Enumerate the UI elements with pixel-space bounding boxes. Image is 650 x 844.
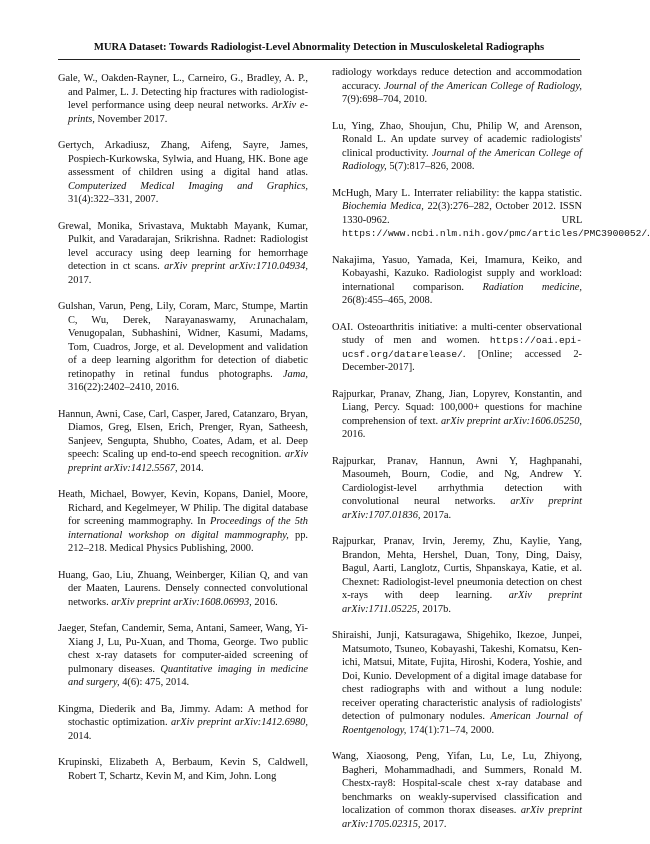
reference-entry: [58, 220, 308, 288]
reference-details: 31(4):322–331, 2007.: [68, 194, 159, 205]
reference-venue: Quantitative imaging in medicine and surgery,: [68, 663, 308, 688]
reference-venue: arXiv preprint arXiv:1412.5567,: [68, 449, 308, 474]
reference-venue: Jama,: [282, 368, 308, 380]
running-header: MURA Dataset: Towards Radiologist-Level Abnormality Detection in Musculoskeletal Radiographs: [93, 42, 545, 53]
reference-venue: Journal of the American College of Radiology,: [342, 147, 582, 172]
reference-title: The digital database for screening mammography. In: [68, 502, 308, 527]
reference-details: 22(3):276–282, October 2012. ISSN 1330-0962. URL: [342, 201, 582, 226]
reference-details: 2017.: [423, 818, 447, 830]
reference-venue: ArXiv e-prints,: [68, 100, 308, 125]
reference-entry: [58, 72, 308, 126]
reference-tail: . [Online; accessed 2-December-2017].: [342, 348, 582, 373]
reference-title: An update survey of academic radiologists' clinical productivity.: [342, 134, 582, 159]
references-left-column: [58, 72, 308, 796]
reference-venue: arXiv preprint arXiv:1606.05250,: [440, 415, 583, 427]
reference-details: 26(8):455–465, 2008.: [342, 295, 433, 306]
references-right-column: [332, 66, 650, 844]
reference-authors: Hannun, Awni, Case, Carl, Casper, Jared, Catanzaro, Bryan, Diamos, Greg, Elsen, Erich, Prenger, Ryan, Satheesh, Sanjeev, Sengupta, Shubho, Coates, Adam, et al.: [58, 408, 308, 447]
reference-details: 7(9):698–704, 2010.: [342, 94, 428, 105]
reference-entry: [58, 703, 308, 744]
reference-venue: arXiv preprint arXiv:1710.04934,: [164, 261, 308, 272]
reference-details: 174(1):71–74, 2000.: [408, 724, 495, 736]
reference-details: 4(6): 475, 2014.: [122, 677, 190, 688]
reference-venue: American Journal of Roentgenology,: [342, 711, 582, 736]
reference-authors: Rajpurkar, Pranav, Irvin, Jeremy, Zhu, Kaylie, Yang, Brandon, Mehta, Hershel, Duan, Tony, Ding, Daisy, Bagul, Aarti, Langlotz, Curtis, Shpanskaya, Katie, et al.: [332, 536, 582, 574]
reference-title: Development of a digital image database for chest radiographs with and without a lung nodule: receiver operating characteristic analysis of radiologists' detection of pulmonary nodules.: [342, 670, 582, 722]
reference-entry: [332, 321, 582, 375]
reference-title: Chexnet: Radiologist-level pneumonia detection on chest x-rays with deep learning.: [342, 576, 582, 601]
reference-title: Long: [254, 770, 277, 782]
reference-details: 5(7):817–826, 2008.: [389, 161, 475, 172]
reference-venue: arXiv preprint arXiv:1711.05225,: [342, 590, 582, 615]
reference-title: Radnet: Radiologist level accuracy using deep learning for hemorrhage detection in ct scans.: [68, 234, 308, 272]
reference-entry: [58, 408, 308, 476]
header-rule: [58, 59, 580, 60]
reference-details: 2017a.: [423, 509, 452, 521]
reference-entry: [332, 535, 582, 616]
reference-venue: arXiv preprint arXiv:1412.6980,: [171, 717, 308, 728]
reference-authors: Kingma, Diederik and Ba, Jimmy.: [58, 703, 211, 715]
reference-authors: Nakajima, Yasuo, Yamada, Kei, Imamura, Keiko, and Kobayashi, Kazuko.: [332, 254, 582, 279]
reference-title: Detecting hip fractures with radiologist-level performance using deep neural networks.: [68, 86, 309, 111]
reference-entry: [58, 139, 308, 207]
reference-url[interactable]: https://oai.epi-ucsf.org/datarelease/: [342, 335, 582, 360]
reference-entry: [332, 455, 582, 523]
reference-entry: [332, 187, 650, 241]
reference-authors: Rajpurkar, Pranav, Zhang, Jian, Lopyrev, Konstantin, and Liang, Percy.: [332, 388, 582, 413]
reference-entry: [332, 66, 582, 107]
reference-title: radiology workdays reduce detection and accommodation accuracy.: [332, 67, 582, 92]
reference-details: 2016.: [342, 429, 366, 440]
reference-entry: [332, 388, 582, 442]
reference-entry: [332, 750, 582, 831]
reference-title: Densely connected convolutional networks.: [68, 583, 309, 608]
reference-entry: [58, 569, 308, 610]
reference-title: Osteoarthritis initiative: a multi-center observational study of men and women.: [342, 321, 582, 346]
reference-details: 316(22):2402–2410, 2016.: [68, 382, 180, 393]
reference-details: 2017.: [68, 274, 92, 286]
reference-authors: Jaeger, Stefan, Candemir, Sema, Antani, Sameer, Wang, Yi-Xiang J, Lu, Pu-Xuan, and Thoma, George.: [58, 623, 308, 648]
reference-title: Interrater reliability: the kappa statistic.: [413, 187, 582, 199]
reference-authors: Heath, Michael, Bowyer, Kevin, Kopans, Daniel, Moore, Richard, and Kegelmeyer, W Philip.: [58, 489, 308, 514]
reference-entry: [332, 254, 582, 308]
reference-title: Radiologist supply and workload: international comparison.: [342, 268, 582, 293]
reference-venue: arXiv preprint arXiv:1608.06993,: [111, 596, 252, 608]
reference-details: pp. 212–218. Medical Physics Publishing, 2000.: [68, 529, 308, 554]
reference-authors: Lu, Ying, Zhao, Shoujun, Chu, Philip W, and Arenson, Ronald L.: [332, 120, 582, 145]
reference-authors: Gertych, Arkadiusz, Zhang, Aifeng, Sayre, James, Pospiech-Kurkowska, Sylwia, and Huang, HK.: [58, 140, 308, 165]
reference-venue: arXiv preprint arXiv:1707.01836,: [342, 496, 582, 521]
reference-title: Cardiologist-level arrhythmia detection with convolutional neural networks.: [342, 482, 582, 507]
reference-tail: .: [647, 228, 650, 239]
reference-title: Deep speech: Scaling up end-to-end speech recognition.: [68, 435, 308, 460]
reference-authors: Krupinski, Elizabeth A, Berbaum, Kevin S, Caldwell, Robert T, Schartz, Kevin M, and Kim, John.: [58, 757, 308, 782]
reference-authors: McHugh, Mary L.: [332, 187, 411, 199]
reference-venue: Biochemia Medica,: [342, 201, 424, 212]
reference-title: Bone age assessment of children using a digital hand atlas.: [68, 153, 308, 178]
reference-entry: [58, 488, 308, 556]
reference-url[interactable]: https://www.ncbi.nlm.nih.gov/pmc/articles/PMC3900052/: [342, 228, 648, 239]
reference-venue: Computerized Medical Imaging and Graphics,: [68, 180, 308, 192]
reference-details: 2014.: [180, 462, 204, 474]
reference-title: Development and validation of a deep learning algorithm for detection of diabetic retinopathy in retinal fundus photographs.: [68, 341, 308, 380]
reference-entry: [58, 756, 308, 783]
reference-venue: Journal of the American College of Radiology,: [384, 80, 582, 92]
reference-authors: Wang, Xiaosong, Peng, Yifan, Lu, Le, Lu, Zhiyong, Bagheri, Mohammadhadi, and Summers, Ronald M.: [332, 751, 582, 776]
reference-entry: [58, 300, 308, 395]
reference-authors: Shiraishi, Junji, Katsuragawa, Shigehiko, Ikezoe, Junpei, Matsumoto, Tsuneo, Kobayashi, Takeshi, Komatsu, Ken-ichi, Matsui, Mitate, Fujita, Hiroshi, Kodera, Yoshie, and Doi, Kunio.: [332, 630, 582, 682]
reference-details: 2016.: [254, 596, 278, 608]
reference-authors: Rajpurkar, Pranav, Hannun, Awni Y, Haghpanahi, Masoumeh, Bourn, Codie, and Ng, Andrew Y.: [332, 455, 582, 480]
reference-title: Squad: 100,000+ questions for machine comprehension of text.: [342, 402, 582, 427]
reference-venue: arXiv preprint arXiv:1705.02315,: [342, 805, 582, 830]
reference-venue: Proceedings of the 5th international workshop on digital mammography,: [68, 516, 308, 541]
reference-authors: Grewal, Monika, Srivastava, Muktabh Mayank, Kumar, Pulkit, and Varadarajan, Srikrishna.: [58, 220, 308, 245]
reference-entry: [332, 120, 582, 174]
reference-details: 2017b.: [422, 603, 451, 615]
reference-entry: [332, 629, 582, 737]
reference-authors: Huang, Gao, Liu, Zhuang, Weinberger, Kilian Q, and van der Maaten, Laurens.: [58, 569, 308, 594]
reference-title: Two public chest x-ray datasets for computer-aided screening of pulmonary diseases.: [68, 636, 308, 675]
reference-details: November 2017.: [97, 113, 168, 125]
reference-authors: Gale, W., Oakden-Rayner, L., Carneiro, G., Bradley, A. P., and Palmer, L. J.: [58, 73, 308, 98]
reference-venue: Radiation medicine,: [482, 281, 582, 293]
reference-title: Chestx-ray8: Hospital-scale chest x-ray database and benchmarks on weakly-supervised classification and localization of common thorax diseases.: [342, 778, 582, 816]
reference-title: Adam: A method for stochastic optimization.: [68, 703, 309, 728]
reference-entry: [58, 622, 308, 690]
reference-authors: OAI.: [332, 321, 354, 333]
reference-details: 2014.: [68, 730, 92, 742]
reference-authors: Gulshan, Varun, Peng, Lily, Coram, Marc, Stumpe, Martin C, Wu, Derek, Narayanaswamy, Arunachalam, Venugopalan, Subhashini, Widner, Kasumi, Madams, Tom, Cuadros, Jorge, et al.: [58, 301, 308, 353]
